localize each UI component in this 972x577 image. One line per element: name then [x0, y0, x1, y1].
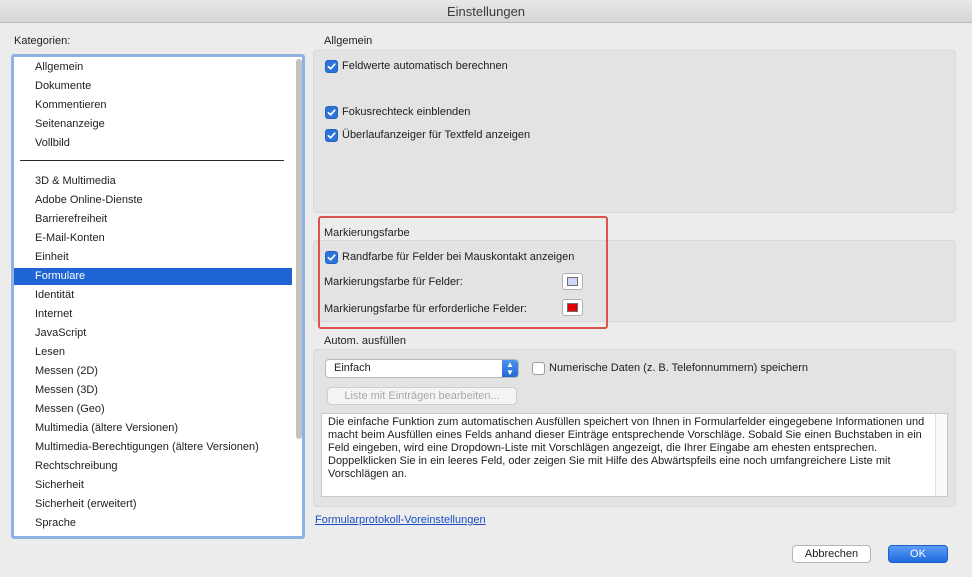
category-item-adobe-online-dienste[interactable]: Adobe Online-Dienste [35, 194, 143, 206]
category-item-allgemein[interactable]: Allgemein [35, 61, 84, 73]
auto-calc-checkbox[interactable] [325, 60, 338, 73]
chevron-updown-icon: ▲ ▼ [502, 360, 518, 377]
numeric-data-label: Numerische Daten (z. B. Telefonnummern) speichern [549, 362, 809, 374]
category-item-sicherheit-erweitert[interactable]: Sicherheit (erweitert) [35, 498, 137, 510]
highlight-annotation-box [318, 216, 608, 329]
category-item-internet[interactable]: Internet [35, 308, 73, 320]
category-item-identitaet[interactable]: Identität [35, 289, 75, 301]
category-item-multimedia-berechtigungen[interactable]: Multimedia-Berechtigungen (ältere Versionen) [35, 441, 259, 453]
category-item-dokumente[interactable]: Dokumente [35, 80, 92, 92]
section-title-markierungsfarbe: Markierungsfarbe [324, 227, 410, 239]
checkmark-icon [327, 62, 336, 71]
autofill-description: Die einfache Funktion zum automatischen Ausfüllen speichert von Ihnen in Formularfelder eingegebene Informationen und macht beim Ausfüllen eines Felds anhand dieser Einträge entsprechende Vorschläge. Sobald Sie einen Buchstaben in ein Feld eingeben, wird eine Dropdown-Liste mit Vorschlägen angezeigt, die Ihrer Eingabe am ehesten entsprechen. Doppelklicken Sie in ein leeres Feld, oder zeigen Sie mit Hilfe des Abwärtspfeils eine noch umfangreichere Liste mit Vorschlägen an. [321, 413, 948, 497]
category-item-rechtschreibung[interactable]: Rechtschreibung [35, 460, 118, 472]
category-item-multimedia-aeltere[interactable]: Multimedia (ältere Versionen) [35, 422, 179, 434]
categories-label: Kategorien: [14, 35, 71, 47]
category-item-messen-3d[interactable]: Messen (3D) [35, 384, 98, 396]
category-divider [20, 160, 284, 161]
category-list[interactable] [11, 54, 305, 539]
checkmark-icon [327, 108, 336, 117]
overflow-indicator-label: Überlaufanzeiger für Textfeld anzeigen [342, 129, 531, 141]
checkmark-icon [327, 131, 336, 140]
overflow-indicator-checkbox[interactable] [325, 129, 338, 142]
category-item-einheit[interactable]: Einheit [35, 251, 69, 263]
section-title-allgemein: Allgemein [324, 35, 373, 47]
category-item-seitenanzeige[interactable]: Seitenanzeige [35, 118, 105, 130]
numeric-data-checkbox[interactable] [532, 362, 545, 375]
category-item-email-konten[interactable]: E-Mail-Konten [35, 232, 105, 244]
category-item-vollbild[interactable]: Vollbild [35, 137, 70, 149]
category-item-barrierefreiheit[interactable]: Barrierefreiheit [35, 213, 108, 225]
hover-border-label: Randfarbe für Felder bei Mauskontakt anzeigen [342, 251, 575, 263]
focus-rect-label: Fokusrechteck einblenden [342, 106, 471, 118]
focus-rect-checkbox[interactable] [325, 106, 338, 119]
section-title-autofill: Autom. ausfüllen [324, 335, 406, 347]
category-item-lesen[interactable]: Lesen [35, 346, 65, 358]
category-item-messen-geo[interactable]: Messen (Geo) [35, 403, 105, 415]
edit-list-button[interactable]: Liste mit Einträgen bearbeiten... [327, 387, 517, 405]
category-item-sicherheit[interactable]: Sicherheit [35, 479, 84, 491]
autofill-mode-select[interactable] [325, 359, 519, 378]
required-color-label: Markierungsfarbe für erforderliche Felder: [324, 303, 527, 315]
field-color-label: Markierungsfarbe für Felder: [324, 276, 463, 288]
form-history-preferences-link[interactable]: Formularprotokoll-Voreinstellungen [315, 514, 486, 526]
autofill-mode-value: Einfach [334, 362, 371, 374]
category-item-formulare[interactable]: Formulare [14, 268, 292, 285]
category-item-javascript[interactable]: JavaScript [35, 327, 87, 339]
auto-calc-label: Feldwerte automatisch berechnen [342, 60, 508, 72]
category-item-messen-2d[interactable]: Messen (2D) [35, 365, 98, 377]
category-scrollbar[interactable] [296, 59, 302, 439]
category-item-kommentieren[interactable]: Kommentieren [35, 99, 107, 111]
description-scrollbar[interactable] [935, 414, 947, 496]
window-title: Einstellungen [0, 0, 972, 23]
category-item-sprache[interactable]: Sprache [35, 517, 76, 529]
ok-button[interactable]: OK [888, 545, 948, 563]
category-item-3d-multimedia[interactable]: 3D & Multimedia [35, 175, 116, 187]
cancel-button[interactable]: Abbrechen [792, 545, 871, 563]
